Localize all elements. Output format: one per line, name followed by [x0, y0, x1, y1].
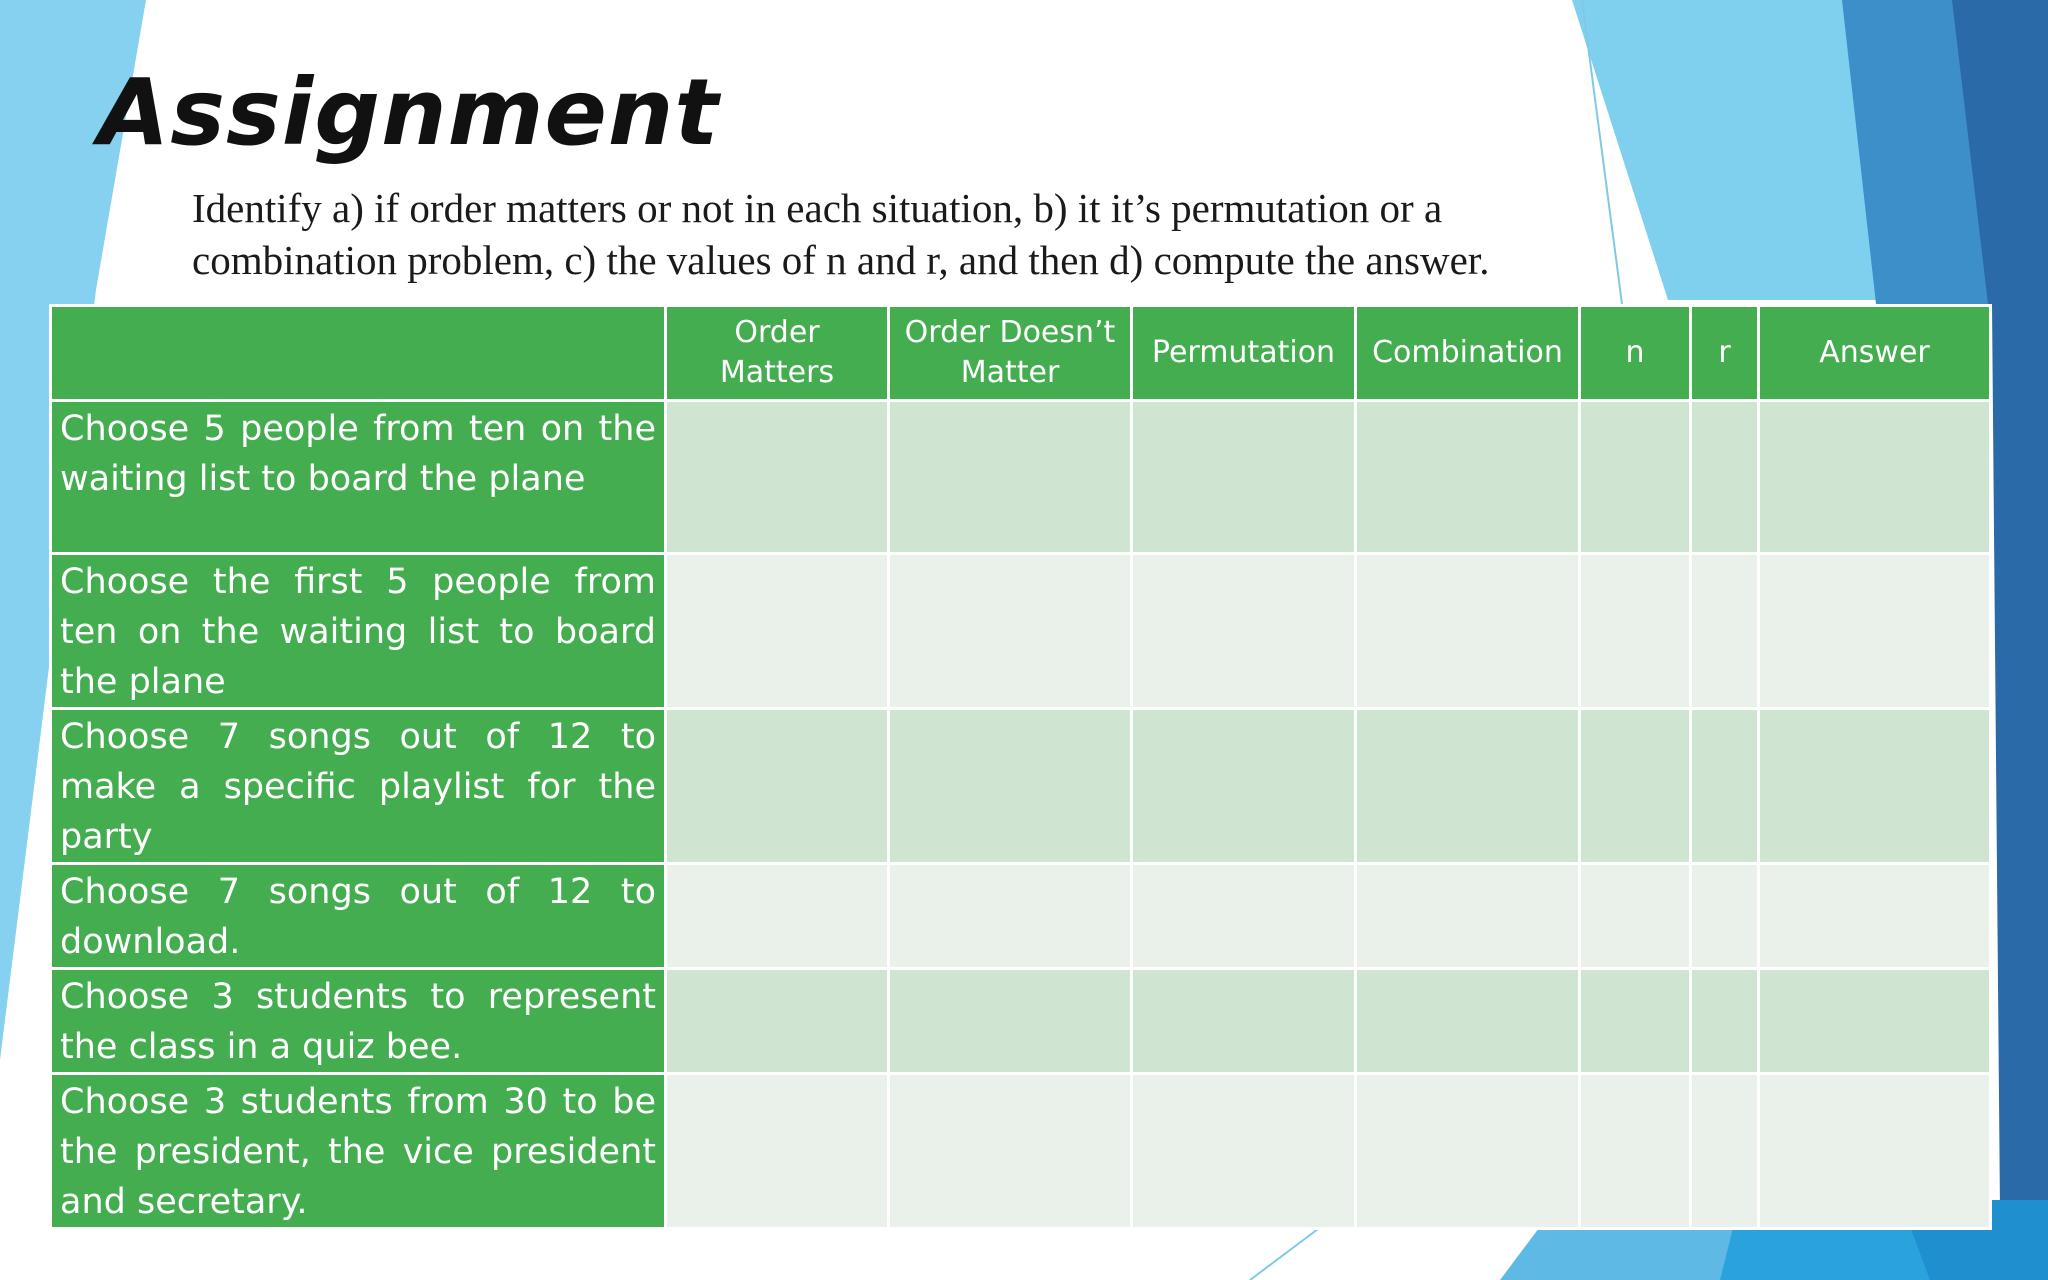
combination-cell[interactable] — [1356, 969, 1580, 1074]
situation-cell: Choose 3 students from 30 to be the president, the vice president and secretary. — [51, 1074, 666, 1229]
instructions-line-1: Identify a) if order matters or not in each situation, b) it it’s permutation or a — [192, 185, 1443, 231]
order-doesnt-matter-cell[interactable] — [889, 969, 1132, 1074]
right-decor-strip — [1992, 304, 2048, 1210]
table-row — [51, 554, 1991, 709]
table-row — [51, 864, 1991, 969]
header-order-doesnt-matter-line-1: Order Doesn’t — [904, 315, 1116, 350]
order-doesnt-matter-cell[interactable] — [889, 554, 1132, 709]
header-n: n — [1580, 306, 1691, 401]
table-row — [51, 401, 1991, 554]
instructions-text — [192, 182, 1592, 286]
header-situation — [51, 306, 666, 401]
order-matters-cell[interactable] — [666, 401, 889, 554]
answer-cell[interactable] — [1759, 864, 1991, 969]
order-doesnt-matter-cell[interactable] — [889, 1074, 1132, 1229]
combination-cell[interactable] — [1356, 1074, 1580, 1229]
table-row — [51, 1074, 1991, 1229]
combination-cell[interactable] — [1356, 554, 1580, 709]
header-answer: Answer — [1759, 306, 1991, 401]
n-cell[interactable] — [1580, 554, 1691, 709]
header-order-matters — [666, 306, 889, 401]
answer-cell[interactable] — [1759, 401, 1991, 554]
permutation-cell[interactable] — [1132, 864, 1356, 969]
n-cell[interactable] — [1580, 1074, 1691, 1229]
order-doesnt-matter-cell[interactable] — [889, 709, 1132, 864]
r-cell[interactable] — [1691, 969, 1759, 1074]
answer-cell[interactable] — [1759, 1074, 1991, 1229]
permutation-cell[interactable] — [1132, 709, 1356, 864]
header-order-matters-line-2: Matters — [719, 355, 835, 390]
order-matters-cell[interactable] — [666, 1074, 889, 1229]
situation-cell: Choose 7 songs out of 12 to download. — [51, 864, 666, 969]
header-order-doesnt-matter-line-2: Matter — [960, 355, 1060, 390]
r-cell[interactable] — [1691, 401, 1759, 554]
answer-cell[interactable] — [1759, 554, 1991, 709]
order-doesnt-matter-cell[interactable] — [889, 401, 1132, 554]
table-row — [51, 969, 1991, 1074]
order-matters-cell[interactable] — [666, 709, 889, 864]
permutation-cell[interactable] — [1132, 969, 1356, 1074]
r-cell[interactable] — [1691, 709, 1759, 864]
situation-cell: Choose the first 5 people from ten on the waiting list to board the plane — [51, 554, 666, 709]
combination-cell[interactable] — [1356, 709, 1580, 864]
situation-cell: Choose 3 students to represent the class in a quiz bee. — [51, 969, 666, 1074]
header-order-matters-line-1: Order — [734, 315, 820, 350]
r-cell[interactable] — [1691, 864, 1759, 969]
answer-cell[interactable] — [1759, 969, 1991, 1074]
order-matters-cell[interactable] — [666, 864, 889, 969]
n-cell[interactable] — [1580, 864, 1691, 969]
order-doesnt-matter-cell[interactable] — [889, 864, 1132, 969]
header-order-doesnt-matter — [889, 306, 1132, 401]
permutation-cell[interactable] — [1132, 1074, 1356, 1229]
n-cell[interactable] — [1580, 969, 1691, 1074]
combination-cell[interactable] — [1356, 401, 1580, 554]
table-row — [51, 709, 1991, 864]
table-header-row — [51, 306, 1991, 401]
r-cell[interactable] — [1691, 554, 1759, 709]
answer-cell[interactable] — [1759, 709, 1991, 864]
combination-cell[interactable] — [1356, 864, 1580, 969]
header-r: r — [1691, 306, 1759, 401]
n-cell[interactable] — [1580, 401, 1691, 554]
permutation-cell[interactable] — [1132, 554, 1356, 709]
n-cell[interactable] — [1580, 709, 1691, 864]
situation-cell: Choose 7 songs out of 12 to make a specific playlist for the party — [51, 709, 666, 864]
order-matters-cell[interactable] — [666, 969, 889, 1074]
situation-cell: Choose 5 people from ten on the waiting list to board the plane — [51, 401, 666, 554]
instructions-line-2: combination problem, c) the values of n and r, and then d) compute the answer. — [192, 237, 1490, 283]
header-permutation: Permutation — [1132, 306, 1356, 401]
permutation-cell[interactable] — [1132, 401, 1356, 554]
assignment-table — [49, 304, 1992, 1230]
header-combination: Combination — [1356, 306, 1580, 401]
order-matters-cell[interactable] — [666, 554, 889, 709]
r-cell[interactable] — [1691, 1074, 1759, 1229]
slide-title: Assignment — [98, 59, 720, 166]
